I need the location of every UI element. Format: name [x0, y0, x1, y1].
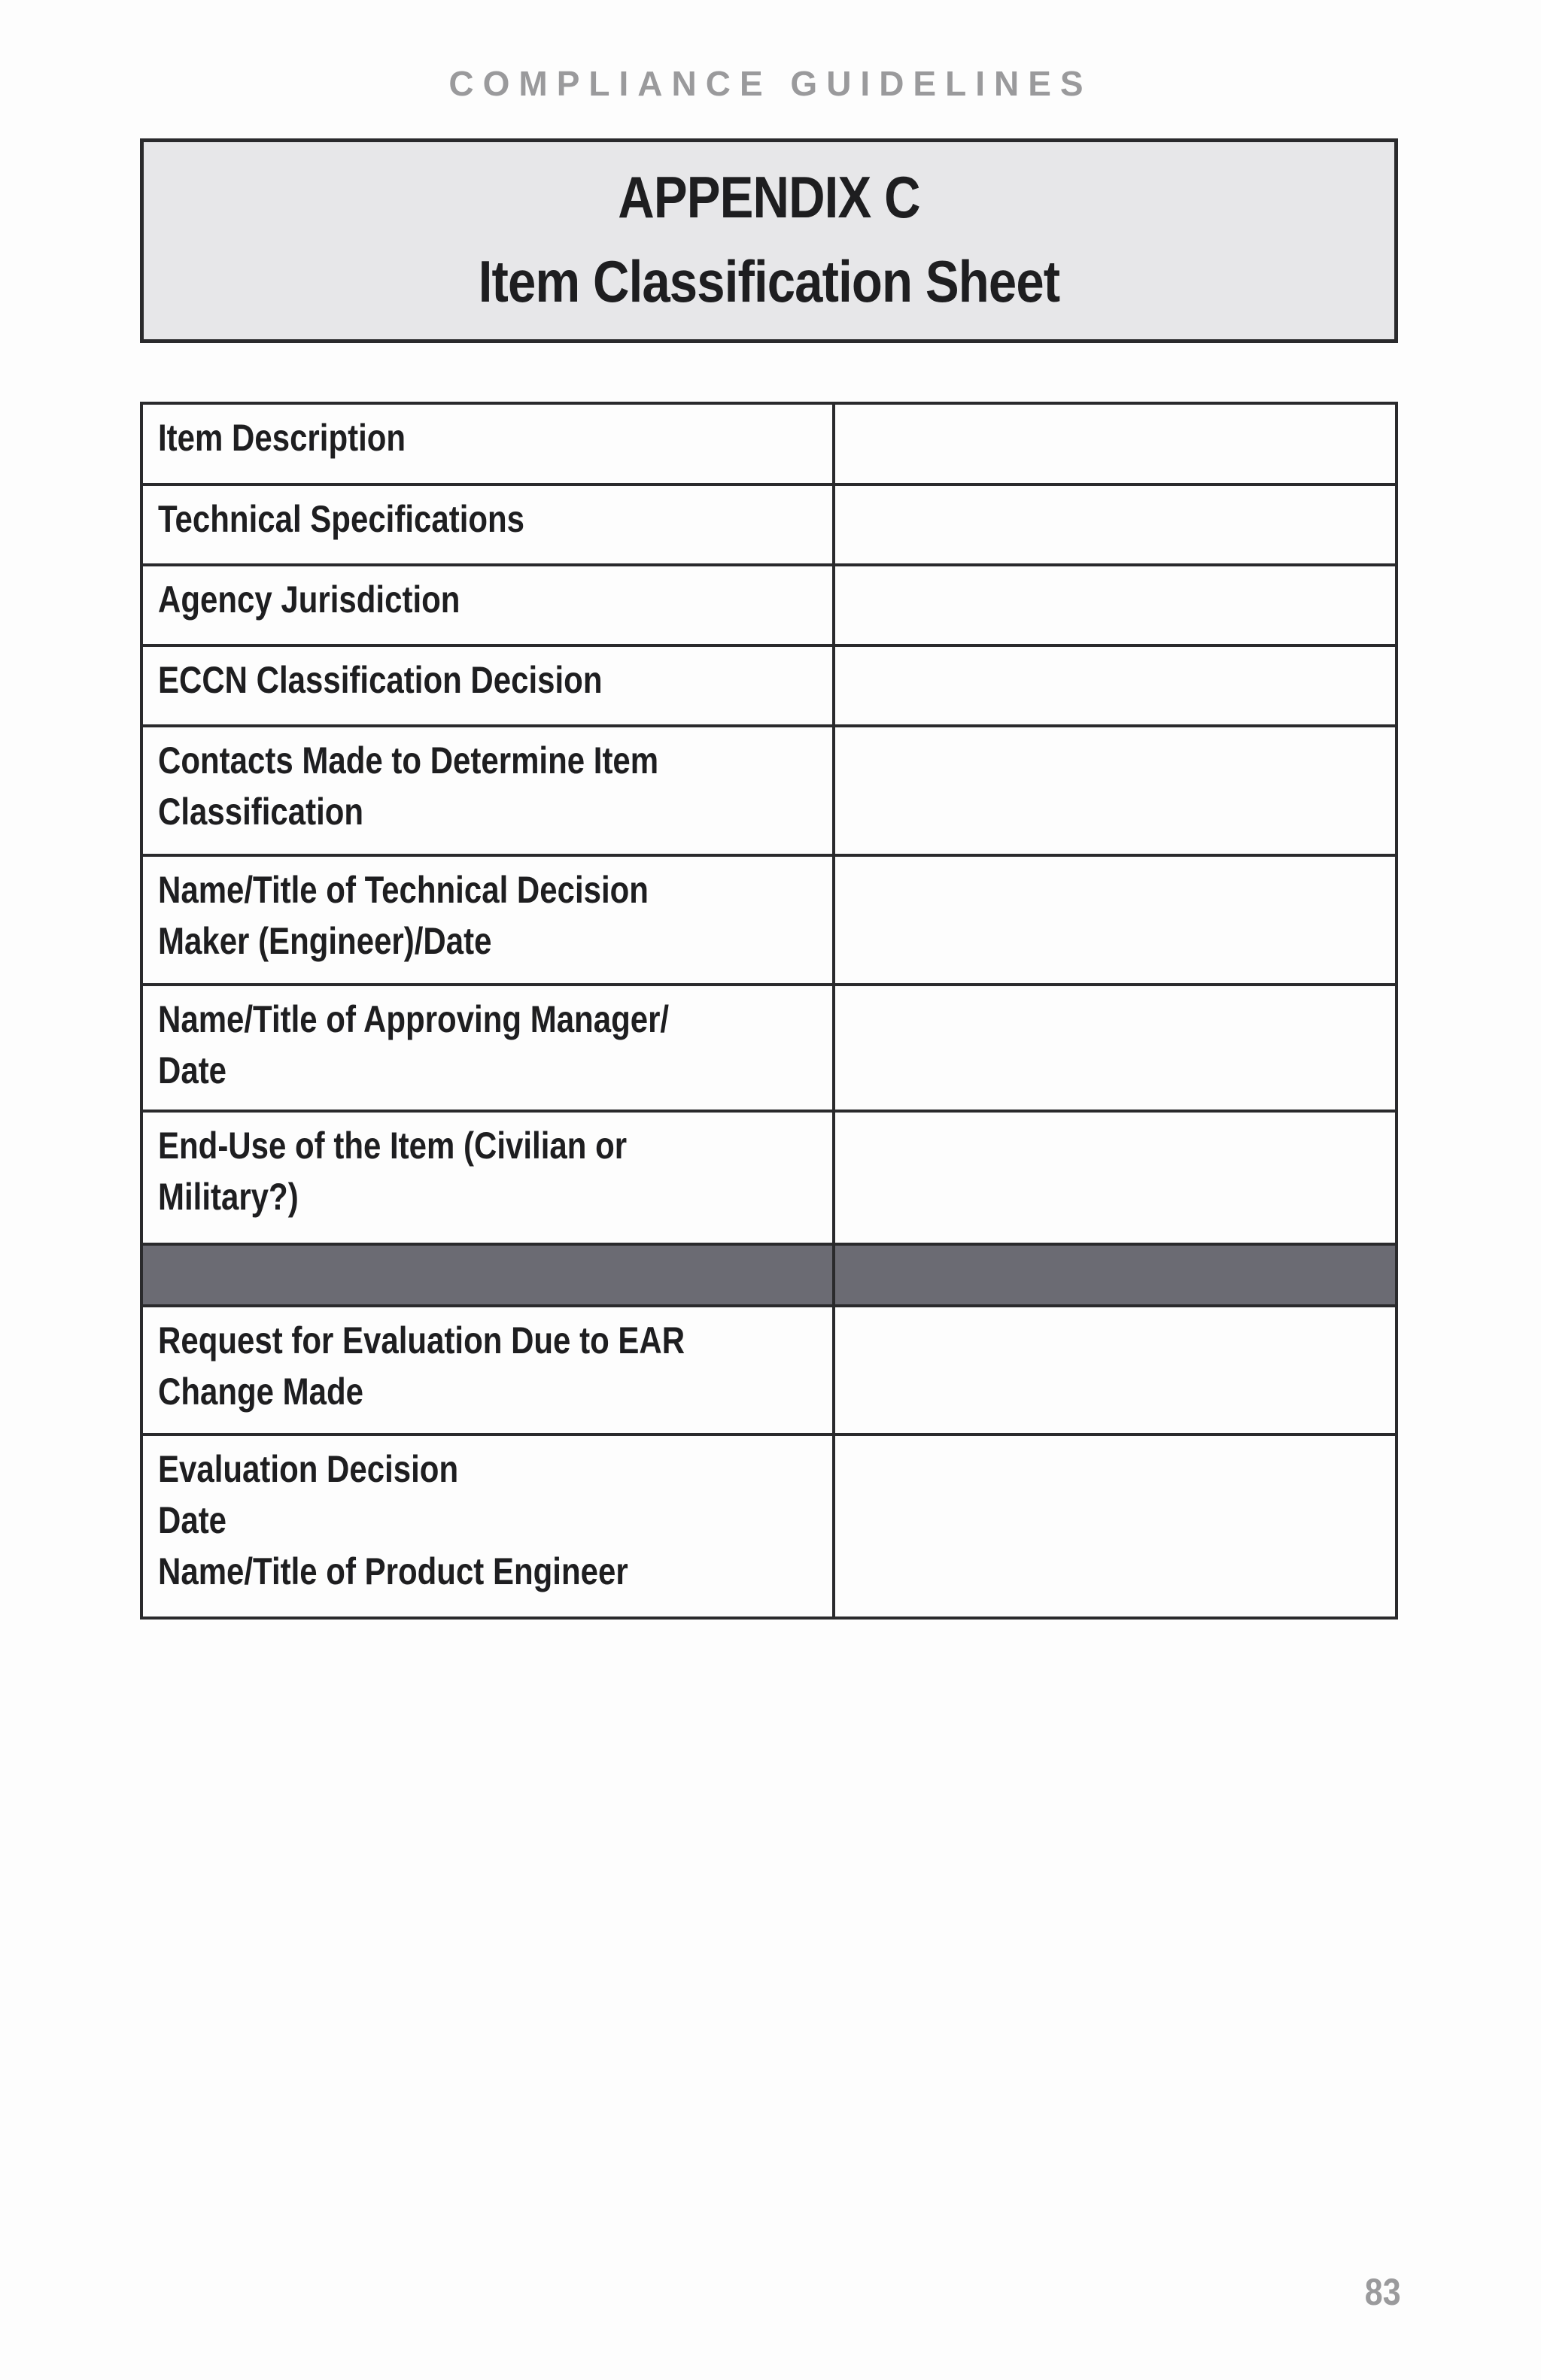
row-label: Request for Evaluation Due to EAR Change Made: [158, 1319, 685, 1413]
row-label-cell: [141, 1306, 834, 1434]
row-label: Item Description: [158, 417, 406, 459]
row-value-cell[interactable]: [834, 1434, 1397, 1618]
table-row: [141, 1306, 1397, 1434]
classification-table: [140, 402, 1398, 1620]
row-label-cell: [141, 1434, 834, 1618]
table-row: [141, 1111, 1397, 1244]
sheet-title: Item Classification Sheet: [478, 248, 1060, 314]
table-row: [141, 403, 1397, 484]
row-label-cell: [141, 484, 834, 565]
table-row: [141, 726, 1397, 855]
divider-cell: [834, 1244, 1397, 1306]
row-label-cell: [141, 726, 834, 855]
row-value-cell[interactable]: [834, 726, 1397, 855]
row-label-cell: [141, 645, 834, 726]
row-label: Technical Specifications: [158, 498, 525, 540]
page-number: 83: [1365, 2271, 1401, 2313]
row-value-cell[interactable]: [834, 1111, 1397, 1244]
row-value-cell[interactable]: [834, 985, 1397, 1111]
row-value-cell[interactable]: [834, 484, 1397, 565]
table-row: [141, 645, 1397, 726]
row-label-cell: [141, 985, 834, 1111]
row-label: End-Use of the Item (Civilian or Military?): [158, 1125, 628, 1218]
row-label-cell: [141, 855, 834, 985]
appendix-label: APPENDIX C: [618, 164, 920, 230]
row-label-cell: [141, 565, 834, 645]
row-label: Name/Title of Approving Manager/ Date: [158, 998, 670, 1091]
table-row: [141, 484, 1397, 565]
appendix-title-box: [140, 138, 1398, 343]
row-value-cell[interactable]: [834, 645, 1397, 726]
row-label: ECCN Classification Decision: [158, 659, 603, 701]
table-row: [141, 565, 1397, 645]
row-label-cell: [141, 1111, 834, 1244]
table-row: [141, 1434, 1397, 1618]
row-value-cell[interactable]: [834, 403, 1397, 484]
row-label: Agency Jurisdiction: [158, 578, 460, 621]
running-header: COMPLIANCE GUIDELINES: [448, 64, 1093, 103]
table-row: [141, 855, 1397, 985]
divider-cell: [141, 1244, 834, 1306]
table-divider-row: [141, 1244, 1397, 1306]
row-value-cell[interactable]: [834, 1306, 1397, 1434]
row-label: Name/Title of Technical Decision Maker (Engineer)/Date: [158, 869, 649, 962]
row-value-cell[interactable]: [834, 565, 1397, 645]
table-row: [141, 985, 1397, 1111]
row-label: Evaluation Decision Date Name/Title of Product Engineer: [158, 1448, 628, 1592]
row-label-cell: [141, 403, 834, 484]
row-value-cell[interactable]: [834, 855, 1397, 985]
row-label: Contacts Made to Determine Item Classification: [158, 739, 659, 833]
